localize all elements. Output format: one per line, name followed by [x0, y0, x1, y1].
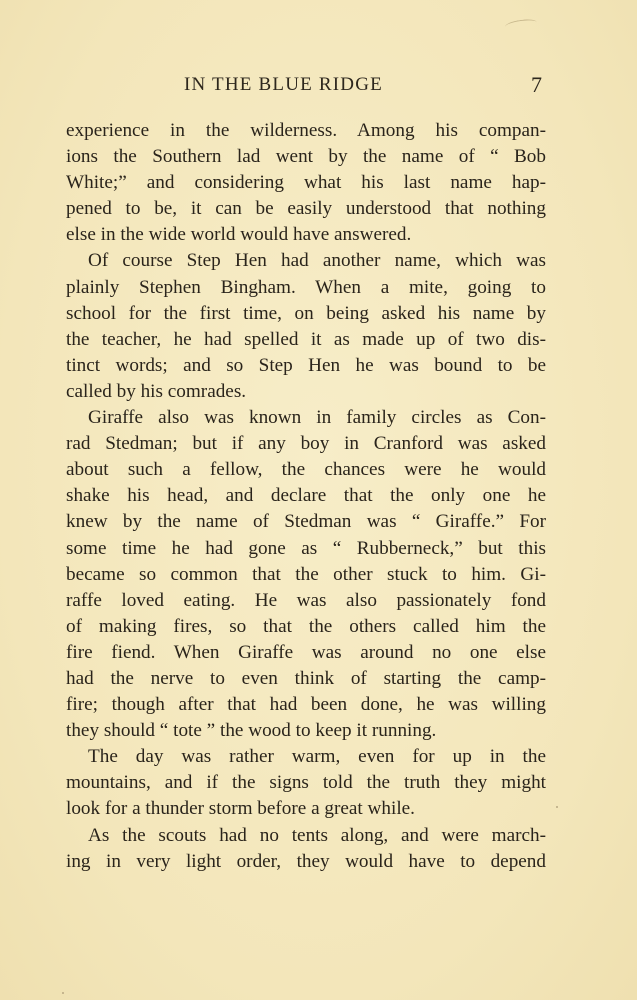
- text-line: shake his head, and declare that the only one he: [66, 485, 546, 507]
- running-head: [66, 74, 546, 102]
- text-line: they should “ tote ” the wood to keep it running.: [66, 720, 437, 742]
- running-title: IN THE BLUE RIDGE: [184, 74, 383, 95]
- text-line: ing in very light order, they would have to depend: [66, 850, 546, 872]
- text-line: rad Stedman; but if any boy in Cranford was asked: [66, 433, 546, 455]
- text-line: had the nerve to even think of starting the camp-: [66, 667, 546, 689]
- text-line: fire; though after that had been done, he was willing: [66, 694, 546, 716]
- text-line: of making fires, so that the others called him the: [66, 615, 546, 637]
- paragraph: [66, 405, 546, 744]
- text-line: else in the wide world would have answered.: [66, 224, 412, 246]
- text-line: school for the first time, on being asked his name by: [66, 302, 546, 324]
- text-line: As the scouts had no tents along, and were march-: [88, 824, 546, 846]
- paragraph: [66, 118, 546, 248]
- paragraph: [66, 823, 546, 875]
- paper-speck: [62, 992, 64, 994]
- body-text: [66, 118, 546, 875]
- text-line: some time he had gone as “ Rubberneck,” but this: [66, 537, 546, 559]
- text-line: about such a fellow, the chances were he would: [66, 459, 546, 481]
- page-number: 7: [531, 72, 542, 97]
- text-line: plainly Stephen Bingham. When a mite, going to: [66, 276, 546, 298]
- text-line: experience in the wilderness. Among his compan-: [66, 120, 546, 141]
- text-line: the teacher, he had spelled it as made up of two dis-: [66, 328, 546, 350]
- text-line: White;” and considering what his last name hap-: [66, 172, 546, 194]
- text-line: called by his comrades.: [66, 380, 247, 402]
- text-line: raffe loved eating. He was also passionately fond: [66, 589, 546, 611]
- text-line: became so common that the other stuck to him. Gi-: [66, 563, 546, 585]
- text-line: Giraffe also was known in family circles as Con-: [88, 407, 546, 429]
- text-line: pened to be, it can be easily understood that nothing: [66, 198, 546, 220]
- paragraph: [66, 248, 546, 405]
- page-scratch-mark: [505, 18, 538, 31]
- text-line: look for a thunder storm before a great while.: [66, 798, 415, 820]
- paragraph: [66, 744, 546, 822]
- text-line: tinct words; and so Step Hen he was bound to be: [66, 354, 546, 376]
- text-line: mountains, and if the signs told the truth they might: [66, 772, 546, 794]
- paper-speck: [556, 806, 558, 808]
- text-line: ions the Southern lad went by the name of “ Bob: [66, 146, 546, 168]
- text-line: The day was rather warm, even for up in the: [88, 746, 546, 768]
- text-line: Of course Step Hen had another name, which was: [88, 250, 546, 272]
- text-line: fire fiend. When Giraffe was around no one else: [66, 641, 546, 663]
- text-line: knew by the name of Stedman was “ Giraffe.” For: [66, 511, 546, 533]
